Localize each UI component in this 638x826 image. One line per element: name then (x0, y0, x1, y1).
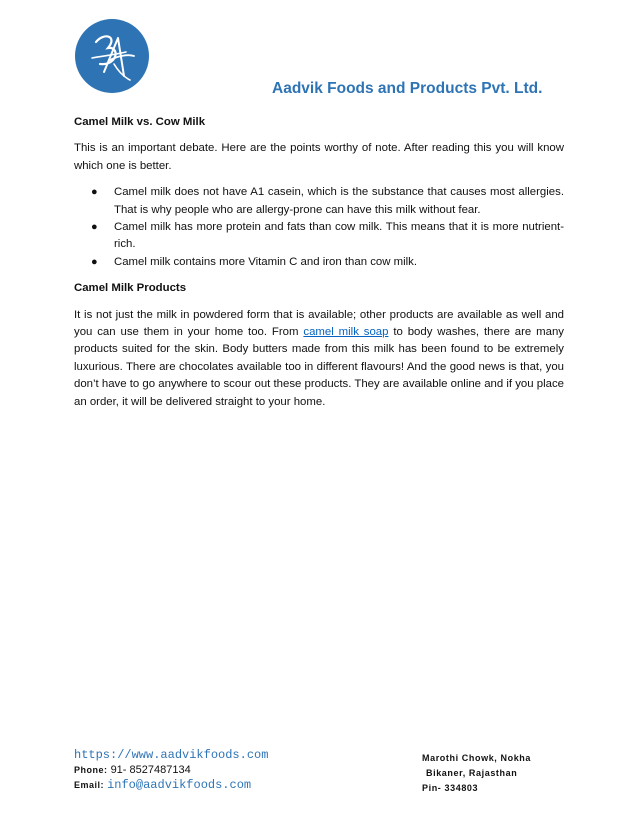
camel-milk-soap-link[interactable]: camel milk soap (303, 326, 389, 339)
list-item: ● Camel milk has more protein and fats than cow milk. This means that it is more nutrient-rich. (91, 221, 564, 251)
bullet-icon: ● (91, 255, 98, 268)
bullet-icon: ● (91, 221, 98, 234)
address-line: Pin- 334803 (422, 783, 479, 793)
email-line (74, 778, 268, 793)
section-heading-comparison: Camel Milk vs. Cow Milk (74, 116, 206, 128)
bullet-icon: ● (91, 186, 98, 199)
phone-number: 91- 8527487134 (110, 764, 191, 776)
section-heading-products: Camel Milk Products (74, 282, 187, 295)
footer-contact (74, 748, 268, 793)
phone-line (74, 763, 268, 778)
address-line: Bikaner, Rajasthan (426, 768, 518, 778)
list-item: ● Camel milk does not have A1 casein, which is the substance that causes most allergies. That is why people who are allergy-prone can have this milk without fear. (91, 186, 564, 216)
products-paragraph: It is not just the milk in powdered form that is available; other products are available as well and you can use them in your home too. From camel milk soap to body washes, there are many products suited for the skin. Body butters made from this milk has been found to be extremely luxurious. There are chocolates available too in different flavours! And the good news is that, you don’t have to go anywhere to scour out these products. They are available online and if you place an order, it will be delivered straight to your home. (74, 308, 564, 408)
comparison-intro-paragraph: This is an important debate. Here are the points worthy of note. After reading this you will know which one is better. (74, 142, 564, 172)
email-label: Email: (74, 780, 105, 790)
article-body (74, 114, 564, 411)
footer-address (422, 751, 531, 796)
phone-label: Phone: (74, 765, 108, 775)
company-logo-icon (74, 18, 150, 94)
email-link[interactable]: info@aadvikfoods.com (107, 778, 252, 792)
list-item: ● Camel milk contains more Vitamin C and iron than cow milk. (114, 254, 564, 271)
company-name: Aadvik Foods and Products Pvt. Ltd. (272, 80, 543, 97)
address-line: Marothi Chowk, Nokha (422, 753, 532, 763)
comparison-bullet-list (74, 184, 564, 271)
page-footer (74, 748, 574, 794)
website-link[interactable]: https://www.aadvikfoods.com (74, 748, 269, 762)
